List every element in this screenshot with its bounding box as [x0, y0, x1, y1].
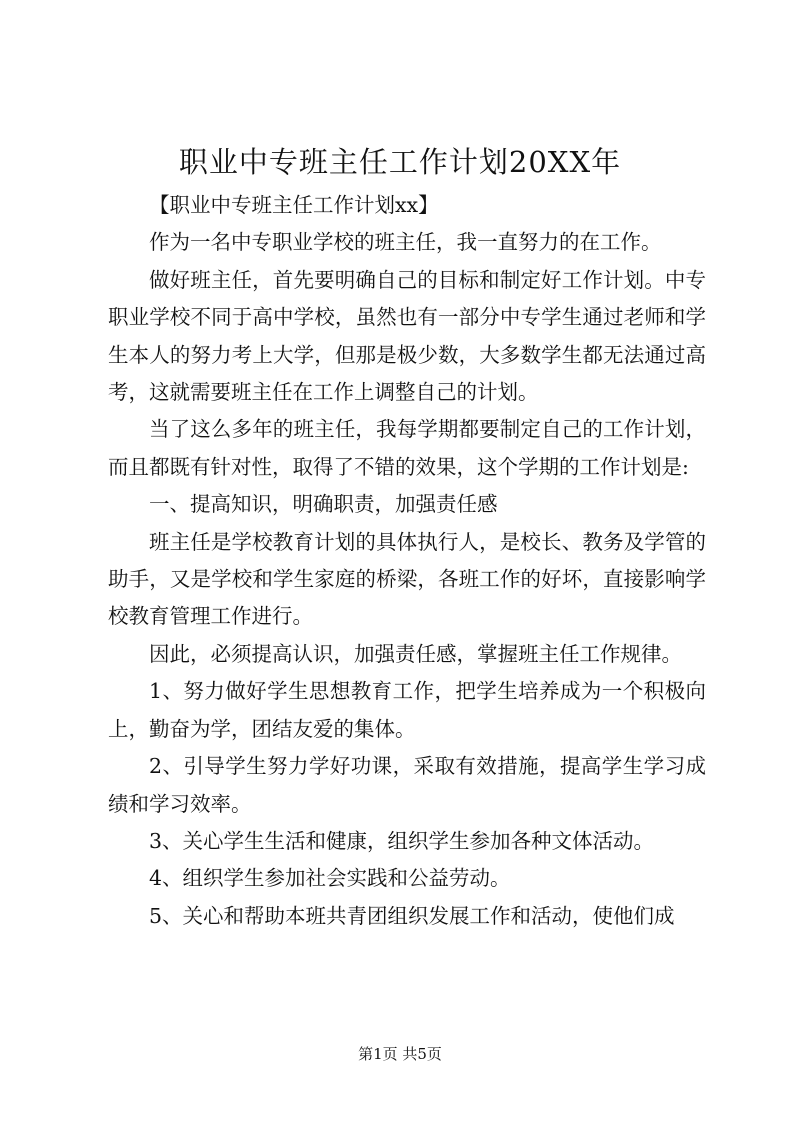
list-item-3: 3、关心学生生活和健康，组织学生参加各种文体活动。	[149, 828, 655, 853]
list-item-5: 5、关心和帮助本班共青团组织发展工作和活动，使他们成	[149, 903, 675, 928]
list-item-4: 4、组织学生参加社会实践和公益劳动。	[149, 866, 511, 891]
paragraph-semester-plan: 当了这么多年的班主任，我每学期都要制定自己的工作计划，而且都既有针对性，取得了不错的效果，这个学期的工作计划是:	[108, 417, 706, 479]
paragraph-goals: 做好班主任，首先要明确自己的目标和制定好工作计划。中专职业学校不同于高中学校，虽然也有一部分中专学生通过老师和学生本人的努力考上大学，但那是极少数，大多数学生都无法通过高考，这就需要班主任在工作上调整自己的计划。	[108, 267, 706, 405]
document-body	[108, 187, 706, 935]
list-item-2: 2、引导学生努力学好功课，采取有效措施，提高学生学习成绩和学习效率。	[108, 754, 706, 816]
paragraph-introduction: 作为一名中专职业学校的班主任，我一直努力的在工作。	[149, 230, 662, 255]
paragraph-intro-tag: 【职业中专班主任工作计划xx】	[149, 193, 439, 217]
paragraph-role: 班主任是学校教育计划的具体执行人，是校长、教务及学管的助手，又是学校和学生家庭的桥梁，各班工作的好坏，直接影响学校教育管理工作进行。	[108, 529, 706, 629]
paragraph-responsibility: 因此，必须提高认识，加强责任感，掌握班主任工作规律。	[149, 641, 682, 666]
document-title: 职业中专班主任工作计划20XX年	[178, 145, 622, 179]
section-heading-1: 一、提高知识，明确职责，加强责任感	[149, 492, 498, 517]
list-item-1: 1、努力做好学生思想教育工作，把学生培养成为一个积极向上，勤奋为学，团结友爱的集体。	[108, 679, 706, 741]
page-number-footer: 第1页 共5页	[358, 1045, 442, 1063]
